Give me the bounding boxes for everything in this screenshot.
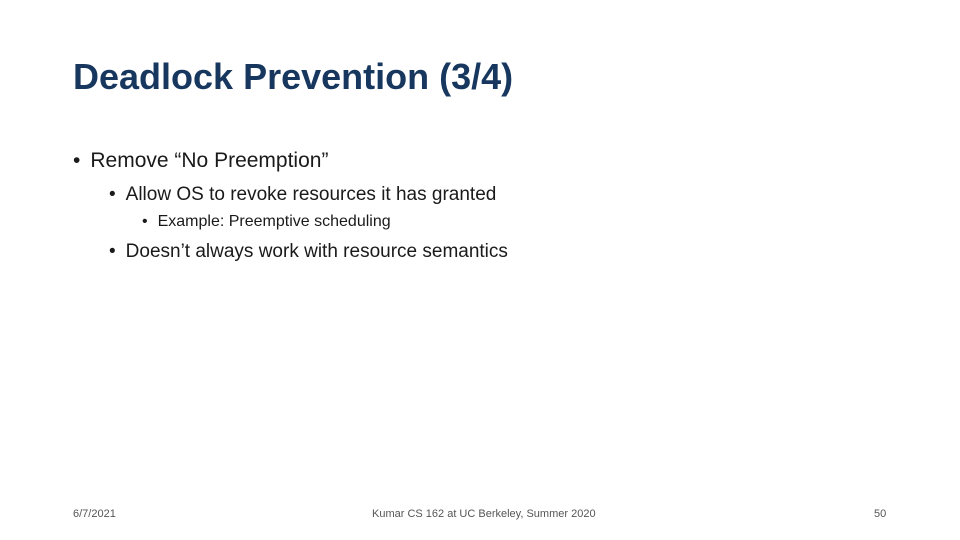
footer-page-number: 50	[874, 508, 887, 520]
footer-date: 6/7/2021	[73, 508, 116, 520]
bullet-remove-no-preemption	[73, 149, 328, 173]
bullet-text: Allow OS to revoke resources it has granted	[125, 184, 497, 205]
bullet-text: Remove “No Preemption”	[90, 149, 329, 172]
bullet-example-preemptive-scheduling	[142, 213, 391, 231]
bullet-doesnt-always-work	[109, 241, 508, 263]
bullet-marker: •	[142, 213, 148, 230]
footer-course-label: Kumar CS 162 at UC Berkeley, Summer 2020	[372, 508, 596, 520]
bullet-marker: •	[109, 241, 116, 262]
bullet-marker: •	[109, 184, 116, 205]
bullet-marker: •	[73, 149, 81, 172]
bullet-text: Doesn’t always work with resource semantics	[125, 241, 508, 262]
bullet-allow-os-revoke	[109, 184, 496, 206]
slide-title: Deadlock Prevention (3/4)	[73, 56, 514, 97]
bullet-text: Example: Preemptive scheduling	[157, 213, 391, 230]
